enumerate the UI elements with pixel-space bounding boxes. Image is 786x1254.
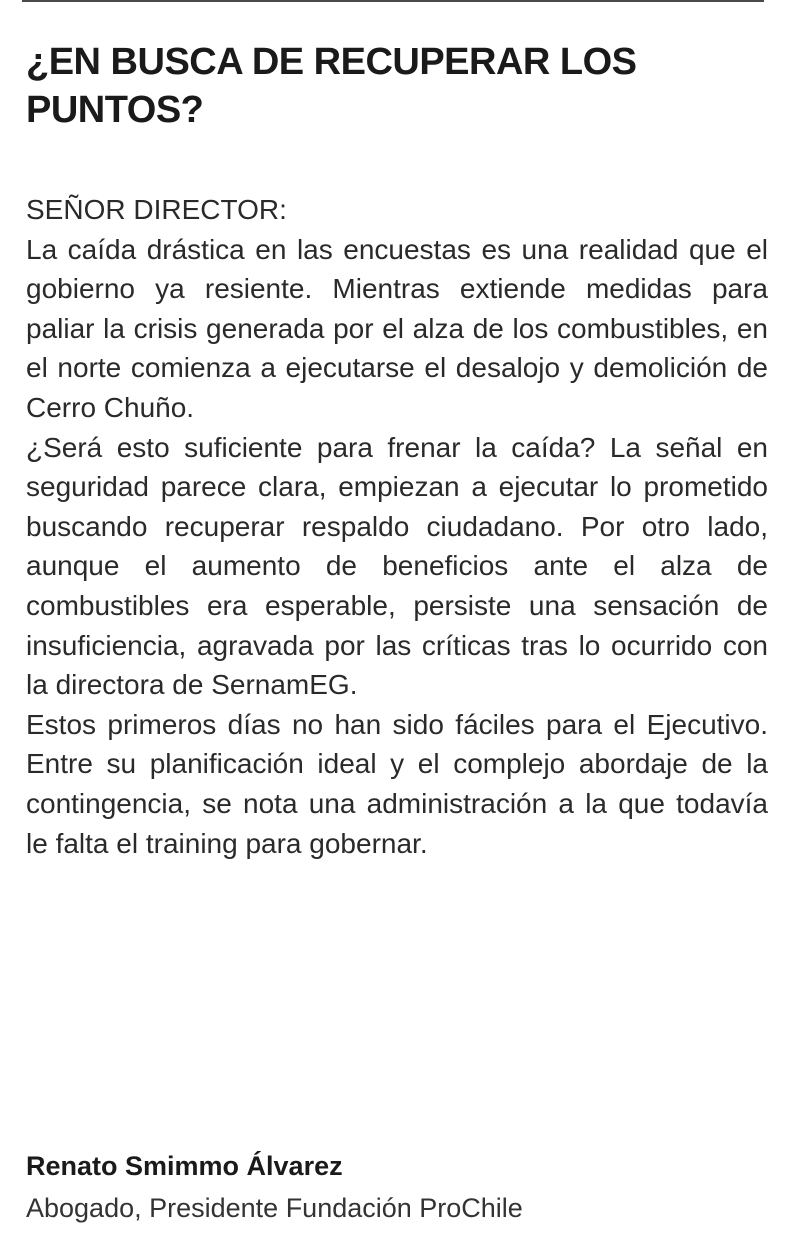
letter-paragraph-3: Estos primeros días no han sido fáciles para el Ejecutivo. Entre su planificación ideal y el complejo abordaje de la contingencia, se nota una administración a la que todavía le falta el training para gobernar. [26, 708, 768, 859]
letter-headline: ¿EN BUSCA DE RECUPERAR LOS PUNTOS? [26, 41, 637, 131]
author-title: Abogado, Presidente Fundación ProChile [26, 1193, 523, 1223]
letter-paragraph-2: ¿Será esto suficiente para frenar la caída? La señal en seguridad parece clara, empiezan a ejecutar lo prometido buscando recuperar respaldo ciudadano. Por otro lado, aunque el aumento de beneficios ante el alza de combustibles era esperable, persiste una sensación de insuficiencia, agravada por las críticas tras lo ocurrido con la directora de SernamEG. [26, 431, 768, 701]
author-name: Renato Smimmo Álvarez [26, 1151, 343, 1181]
letter-signature [26, 1146, 768, 1230]
top-divider [22, 0, 764, 2]
letter-paragraph-1: La caída drástica en las encuestas es una realidad que el gobierno ya resiente. Mientras extiende medidas para paliar la crisis generada por el alza de los combustibles, en el norte comienza a ejecutarse el desalojo y demolición de Cerro Chuño. [26, 233, 768, 423]
letter-body [26, 190, 768, 863]
letter-salutation: SEÑOR DIRECTOR: [26, 194, 287, 225]
